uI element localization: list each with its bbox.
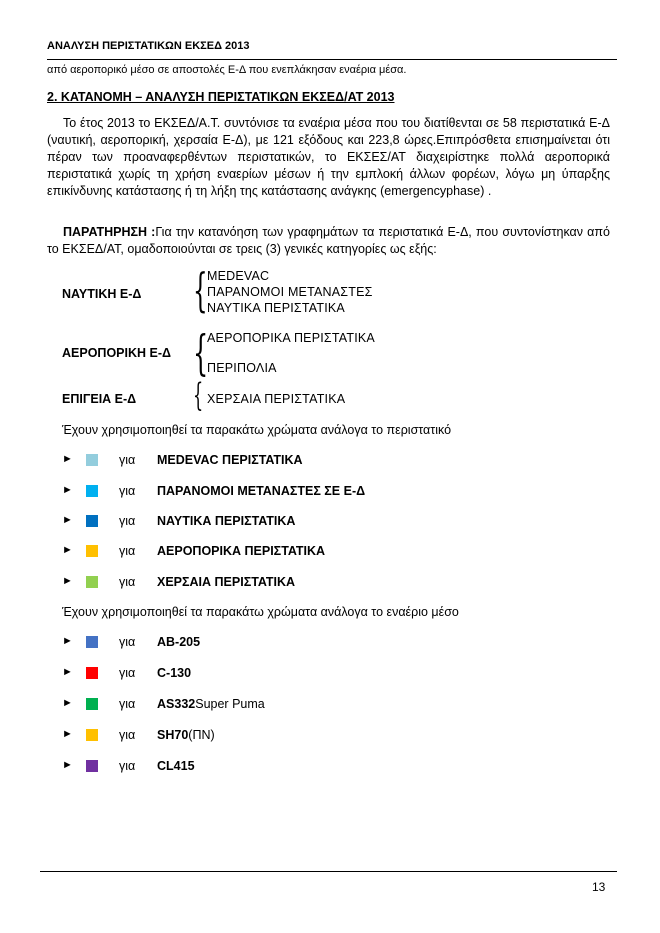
arrow-right-icon: ► (62, 514, 73, 526)
page-number: 13 (592, 880, 606, 894)
category-aviation-label: ΑΕΡΟΠΟΡΙΚΗ Ε-Δ (62, 346, 171, 360)
legend-label: ΧΕΡΣΑΙΑ ΠΕΡΙΣΤΑΤΙΚΑ (157, 575, 296, 589)
arrow-right-icon: ► (62, 759, 73, 771)
category-naval-item: ΠΑΡΑΝΟΜΟΙ ΜΕΤΑΝΑΣΤΕΣ (207, 285, 373, 299)
aircraft-code: AS332 (157, 697, 196, 711)
category-land-item: ΧΕΡΣΑΙΑ ΠΕΡΙΣΤΑΤΙΚΑ (207, 392, 346, 406)
legend-for-word: για (119, 484, 136, 498)
legend-for-word: για (119, 514, 136, 528)
legend-color-swatch (86, 636, 98, 648)
aircraft-code: C-130 (157, 666, 192, 680)
legend-label (157, 666, 191, 680)
section-heading: 2. ΚΑΤΑΝΟΜΗ – ΑΝΑΛΥΣΗ ΠΕΡΙΣΤΑΤΙΚΩΝ ΕΚΣΕΔ/ΑΤ 2013 (47, 90, 395, 104)
legend-color-swatch (86, 760, 98, 772)
legend-label (157, 759, 195, 773)
legend-label: MEDEVAC ΠΕΡΙΣΤΑΤΙΚΑ (157, 453, 303, 467)
aircraft-code: AB-205 (157, 635, 201, 649)
observation-paragraph (47, 224, 610, 258)
category-naval-brace: { (193, 263, 208, 317)
aircraft-code: CL415 (157, 759, 195, 773)
category-aviation-brace: { (193, 325, 209, 381)
legend-label (157, 728, 215, 742)
observation-label: ΠΑΡΑΤΗΡΗΣΗ : (63, 225, 156, 239)
arrow-right-icon: ► (62, 728, 73, 740)
legend-color-swatch (86, 729, 98, 741)
legend-label: ΠΑΡΑΝΟΜΟΙ ΜΕΤΑΝΑΣΤΕΣ ΣΕ Ε-Δ (157, 484, 366, 498)
legend-for-word: για (119, 544, 136, 558)
category-aviation-item: ΠΕΡΙΠΟΛΙΑ (207, 361, 277, 375)
continuation-line: από αεροπορικό μέσο σε αποστολές Ε-Δ που ενεπλάκησαν εναέρια μέσα. (47, 64, 407, 76)
header-divider (47, 59, 617, 60)
arrow-right-icon: ► (62, 484, 73, 496)
aircraft-suffix: (ΠΝ) (188, 728, 215, 742)
legend-for-word: για (119, 575, 136, 589)
intro-paragraph: Το έτος 2013 το ΕΚΣΕΔ/Α.Τ. συντόνισε τα εναέρια μέσα που του διατίθενται σε 58 περιστατικά Ε-Δ (ναυτική, αεροπορική, χερσαία Ε-Δ), με 121 εξόδους και 223,8 ώρες.Επιπρόσθετα επισημαίνεται ότι πέραν των προαναφερθέντων περιστατικών, το ΕΚΣΕΣ/ΑΤ διαχειρίστηκε πολλά αεροπορικά περιστατικά χωρίς τη χρήση εναερίων μέσων ή την εμπλοκή άλλων φορέων, λόγω μη ύπαρξης επικίνδυνης κατάστασης ή τη λήξη της κατάστασης ανάγκης (emergencyphase) . (47, 116, 610, 198)
legend-for-word: για (119, 759, 136, 773)
legend-color-swatch (86, 576, 98, 588)
arrow-right-icon: ► (62, 453, 73, 465)
incident-legend-intro: Έχουν χρησιμοποιηθεί τα παρακάτω χρώματα ανάλογα το περιστατικό (62, 423, 452, 437)
category-land-brace: { (193, 376, 204, 414)
page-header-title: ΑΝΑΛΥΣΗ ΠΕΡΙΣΤΑΤΙΚΩΝ ΕΚΣΕΔ 2013 (47, 40, 250, 52)
aircraft-legend-intro: Έχουν χρησιμοποιηθεί τα παρακάτω χρώματα ανάλογα το εναέριο μέσο (62, 605, 459, 619)
legend-color-swatch (86, 454, 98, 466)
legend-label: ΑΕΡΟΠΟΡΙΚΑ ΠΕΡΙΣΤΑΤΙΚΑ (157, 544, 326, 558)
arrow-right-icon: ► (62, 544, 73, 556)
arrow-right-icon: ► (62, 697, 73, 709)
legend-label: ΝΑΥΤΙΚΑ ΠΕΡΙΣΤΑΤΙΚΑ (157, 514, 296, 528)
legend-color-swatch (86, 485, 98, 497)
legend-for-word: για (119, 728, 136, 742)
observation-text: Για την κατανόηση των γραφημάτων τα περιστατικά Ε-Δ, που συντονίστηκαν από το ΕΚΣΕΔ/ΑΤ, ομαδοποιούνται σε τρεις (3) γενικές κατηγορίες ως εξής: (47, 225, 610, 256)
legend-for-word: για (119, 635, 136, 649)
legend-for-word: για (119, 453, 136, 467)
legend-for-word: για (119, 697, 136, 711)
legend-color-swatch (86, 667, 98, 679)
legend-label (157, 635, 200, 649)
legend-label (157, 697, 265, 711)
aircraft-suffix: Super Puma (195, 697, 265, 711)
category-naval-item: MEDEVAC (207, 269, 270, 283)
legend-color-swatch (86, 545, 98, 557)
arrow-right-icon: ► (62, 635, 73, 647)
footer-divider (40, 871, 617, 872)
category-aviation-item: ΑΕΡΟΠΟΡΙΚΑ ΠΕΡΙΣΤΑΤΙΚΑ (207, 331, 375, 345)
arrow-right-icon: ► (62, 666, 73, 678)
category-land-label: ΕΠΙΓΕΙΑ Ε-Δ (62, 392, 137, 406)
aircraft-code: SH70 (157, 728, 189, 742)
category-naval-label: ΝΑΥΤΙΚΗ Ε-Δ (62, 287, 142, 301)
category-naval-item: ΝΑΥΤΙΚΑ ΠΕΡΙΣΤΑΤΙΚΑ (207, 301, 345, 315)
legend-color-swatch (86, 515, 98, 527)
arrow-right-icon: ► (62, 575, 73, 587)
legend-for-word: για (119, 666, 136, 680)
legend-color-swatch (86, 698, 98, 710)
